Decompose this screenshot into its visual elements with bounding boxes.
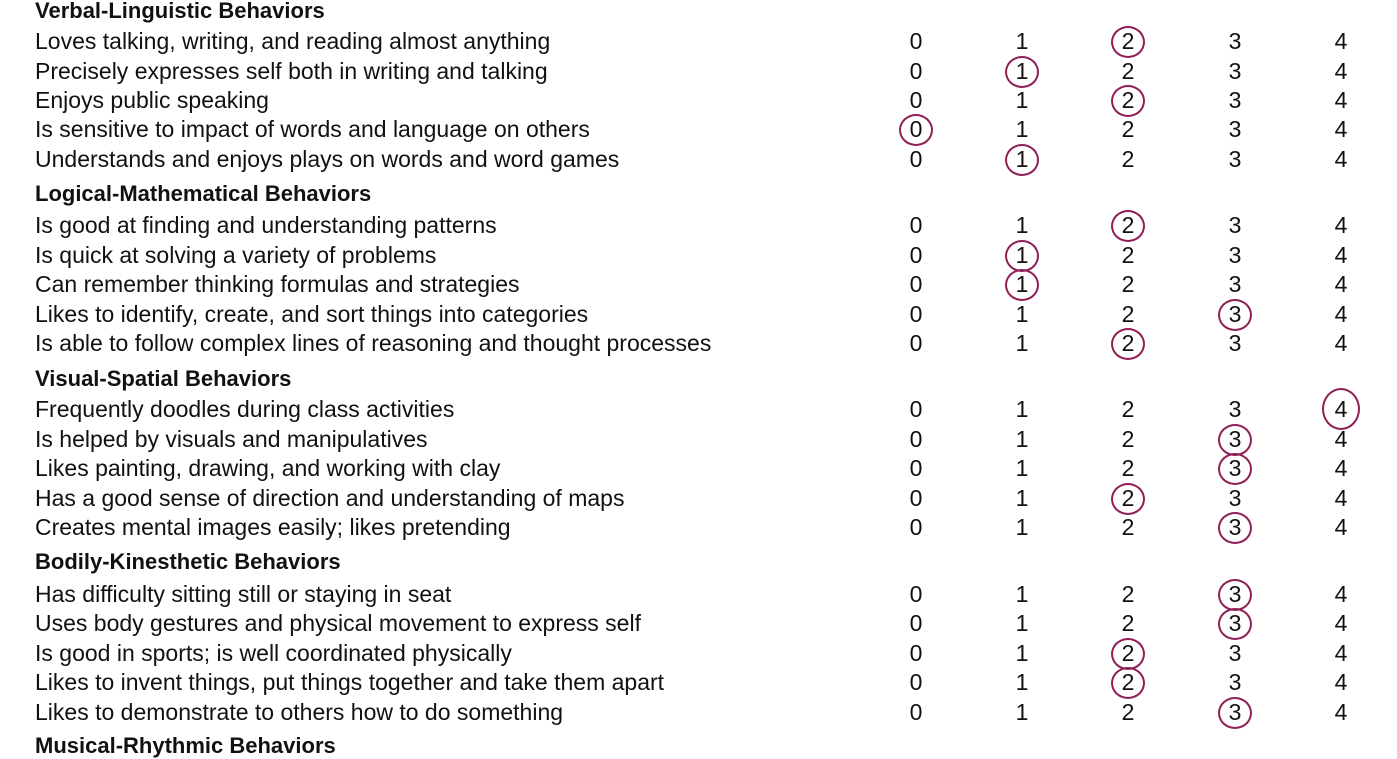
rating-option-4[interactable]: 4 <box>1334 242 1348 268</box>
selected-rating-circle <box>1111 26 1145 58</box>
selected-rating-circle <box>1111 328 1145 360</box>
rating-option-1[interactable]: 1 <box>1015 116 1029 142</box>
rating-option-4[interactable]: 4 <box>1334 514 1348 540</box>
rating-option-0[interactable]: 0 <box>909 610 923 636</box>
rating-option-1[interactable]: 1 <box>1004 57 1040 86</box>
behavior-label: Is good at finding and understanding patterns <box>35 212 497 238</box>
rating-option-0[interactable]: 0 <box>909 581 923 607</box>
rating-option-1[interactable]: 1 <box>1015 514 1029 540</box>
rating-option-2[interactable]: 2 <box>1110 211 1146 240</box>
rating-option-0[interactable]: 0 <box>909 640 923 666</box>
rating-option-0[interactable]: 0 <box>909 146 923 172</box>
selected-rating-circle <box>899 114 933 146</box>
section-title: Verbal-Linguistic Behaviors <box>35 0 325 23</box>
behavior-label: Likes painting, drawing, and working with clay <box>35 455 501 481</box>
rating-option-3[interactable]: 3 <box>1217 609 1253 638</box>
rating-option-1[interactable]: 1 <box>1015 610 1029 636</box>
rating-option-0[interactable]: 0 <box>909 28 923 54</box>
rating-option-4[interactable]: 4 <box>1334 330 1348 356</box>
rating-option-1[interactable]: 1 <box>1015 301 1029 327</box>
rating-row <box>0 609 1397 638</box>
selected-rating-circle <box>1218 453 1252 485</box>
selected-rating-circle <box>1111 483 1145 515</box>
rating-option-1[interactable]: 1 <box>1004 241 1040 270</box>
rating-option-3[interactable]: 3 <box>1217 425 1253 454</box>
behavior-label: Understands and enjoys plays on words and word games <box>35 146 620 172</box>
rating-option-2[interactable]: 2 <box>1121 699 1135 725</box>
rating-option-1[interactable]: 1 <box>1015 485 1029 511</box>
rating-option-3[interactable]: 3 <box>1228 28 1242 54</box>
rating-option-0[interactable]: 0 <box>909 426 923 452</box>
rating-row <box>0 115 1397 144</box>
rating-option-3[interactable]: 3 <box>1228 116 1242 142</box>
rating-option-0[interactable]: 0 <box>909 669 923 695</box>
rating-option-4[interactable]: 4 <box>1334 426 1348 452</box>
rating-option-1[interactable]: 1 <box>1004 270 1040 299</box>
behavior-label: Precisely expresses self both in writing and talking <box>35 58 548 84</box>
rating-option-3[interactable]: 3 <box>1217 698 1253 727</box>
rating-option-1[interactable]: 1 <box>1015 669 1029 695</box>
selected-rating-circle <box>1218 579 1252 611</box>
behavior-label: Is helped by visuals and manipulatives <box>35 426 428 452</box>
rating-option-2[interactable]: 2 <box>1121 426 1135 452</box>
rating-option-0[interactable]: 0 <box>909 58 923 84</box>
rating-option-0[interactable]: 0 <box>909 514 923 540</box>
section-title: Logical-Mathematical Behaviors <box>35 181 372 206</box>
rating-option-0[interactable]: 0 <box>909 699 923 725</box>
selected-rating-circle <box>1218 299 1252 331</box>
rating-option-4[interactable]: 4 <box>1334 301 1348 327</box>
rating-row <box>0 300 1397 329</box>
behavior-label: Is sensitive to impact of words and language on others <box>35 116 590 142</box>
behavior-label: Has difficulty sitting still or staying in seat <box>35 581 452 607</box>
rating-option-4[interactable]: 4 <box>1334 146 1348 172</box>
selected-rating-circle <box>1218 424 1252 456</box>
rating-option-1[interactable]: 1 <box>1015 330 1029 356</box>
rating-option-4[interactable]: 4 <box>1334 116 1348 142</box>
rating-option-1[interactable]: 1 <box>1015 87 1029 113</box>
selected-rating-circle <box>1111 85 1145 117</box>
behavior-label: Is quick at solving a variety of problems <box>35 242 437 268</box>
rating-row <box>0 698 1397 727</box>
rating-option-3[interactable]: 3 <box>1228 669 1242 695</box>
rating-option-1[interactable]: 1 <box>1015 699 1029 725</box>
rating-row <box>0 27 1397 56</box>
rating-option-3[interactable]: 3 <box>1228 271 1242 297</box>
rating-option-3[interactable]: 3 <box>1228 640 1242 666</box>
rating-option-4[interactable]: 4 <box>1334 28 1348 54</box>
rating-option-2[interactable]: 2 <box>1110 639 1146 668</box>
rating-option-1[interactable]: 1 <box>1015 426 1029 452</box>
rating-option-4[interactable]: 4 <box>1334 58 1348 84</box>
rating-row <box>0 145 1397 174</box>
rating-row <box>0 580 1397 609</box>
rating-option-4[interactable]: 4 <box>1323 395 1359 424</box>
rating-option-4[interactable]: 4 <box>1334 610 1348 636</box>
behavior-label: Enjoys public speaking <box>35 87 269 113</box>
rating-option-0[interactable]: 0 <box>909 485 923 511</box>
rating-option-2[interactable]: 2 <box>1121 271 1135 297</box>
rating-option-4[interactable]: 4 <box>1334 699 1348 725</box>
rating-row <box>0 86 1397 115</box>
rating-option-2[interactable]: 2 <box>1110 27 1146 56</box>
selected-rating-circle <box>1111 638 1145 670</box>
rating-option-1[interactable]: 1 <box>1015 581 1029 607</box>
rating-row <box>0 668 1397 697</box>
rating-row <box>0 484 1397 513</box>
behavior-label: Likes to identify, create, and sort things into categories <box>35 301 589 327</box>
rating-option-3[interactable]: 3 <box>1217 513 1253 542</box>
selected-rating-circle <box>1005 144 1039 176</box>
rating-option-2[interactable]: 2 <box>1110 668 1146 697</box>
behavior-label: Loves talking, writing, and reading almost anything <box>35 28 551 54</box>
behavior-label: Creates mental images easily; likes pretending <box>35 514 511 540</box>
behavior-label: Has a good sense of direction and understanding of maps <box>35 485 625 511</box>
rating-option-4[interactable]: 4 <box>1334 271 1348 297</box>
rating-option-0[interactable]: 0 <box>909 212 923 238</box>
selected-rating-circle <box>1111 667 1145 699</box>
rating-option-0[interactable]: 0 <box>909 330 923 356</box>
rating-row <box>0 513 1397 542</box>
rating-option-2[interactable]: 2 <box>1110 86 1146 115</box>
selected-rating-circle <box>1111 210 1145 242</box>
rating-option-2[interactable]: 2 <box>1121 116 1135 142</box>
rating-option-0[interactable]: 0 <box>909 87 923 113</box>
behavior-label: Uses body gestures and physical movement to express self <box>35 610 641 636</box>
selected-rating-circle <box>1005 240 1039 272</box>
rating-option-3[interactable]: 3 <box>1217 300 1253 329</box>
rating-row <box>0 211 1397 240</box>
selected-rating-circle <box>1218 512 1252 544</box>
rating-row <box>0 270 1397 299</box>
rating-option-2[interactable]: 2 <box>1121 581 1135 607</box>
rating-option-3[interactable]: 3 <box>1228 212 1242 238</box>
rating-option-2[interactable]: 2 <box>1121 58 1135 84</box>
rating-row <box>0 639 1397 668</box>
rating-option-4[interactable]: 4 <box>1334 640 1348 666</box>
rating-row <box>0 241 1397 270</box>
rating-option-0[interactable]: 0 <box>909 271 923 297</box>
rating-option-3[interactable]: 3 <box>1217 454 1253 483</box>
rating-option-2[interactable]: 2 <box>1110 484 1146 513</box>
rating-option-4[interactable]: 4 <box>1334 212 1348 238</box>
selected-rating-circle <box>1322 388 1360 430</box>
rating-row <box>0 395 1397 424</box>
rating-option-3[interactable]: 3 <box>1228 396 1242 422</box>
rating-option-1[interactable]: 1 <box>1015 396 1029 422</box>
behavior-label: Likes to invent things, put things together and take them apart <box>35 669 665 695</box>
rating-option-2[interactable]: 2 <box>1121 514 1135 540</box>
rating-option-1[interactable]: 1 <box>1015 455 1029 481</box>
rating-option-1[interactable]: 1 <box>1015 212 1029 238</box>
rating-option-4[interactable]: 4 <box>1334 669 1348 695</box>
selected-rating-circle <box>1218 697 1252 729</box>
rating-option-0[interactable]: 0 <box>909 396 923 422</box>
rating-option-3[interactable]: 3 <box>1228 146 1242 172</box>
behavior-label: Is able to follow complex lines of reasoning and thought processes <box>35 330 712 356</box>
rating-option-3[interactable]: 3 <box>1228 330 1242 356</box>
rating-option-4[interactable]: 4 <box>1334 455 1348 481</box>
rating-option-2[interactable]: 2 <box>1121 242 1135 268</box>
rating-option-3[interactable]: 3 <box>1217 580 1253 609</box>
rating-row <box>0 425 1397 454</box>
rating-option-1[interactable]: 1 <box>1015 28 1029 54</box>
rating-option-0[interactable]: 0 <box>909 455 923 481</box>
rating-option-4[interactable]: 4 <box>1334 87 1348 113</box>
rating-option-2[interactable]: 2 <box>1121 301 1135 327</box>
rating-option-4[interactable]: 4 <box>1334 485 1348 511</box>
selected-rating-circle <box>1218 608 1252 640</box>
rating-option-2[interactable]: 2 <box>1121 455 1135 481</box>
rating-option-1[interactable]: 1 <box>1004 145 1040 174</box>
rating-option-2[interactable]: 2 <box>1121 396 1135 422</box>
rating-option-0[interactable]: 0 <box>898 115 934 144</box>
section-title: Bodily-Kinesthetic Behaviors <box>35 549 341 574</box>
rating-option-3[interactable]: 3 <box>1228 87 1242 113</box>
selected-rating-circle <box>1005 269 1039 301</box>
rating-option-3[interactable]: 3 <box>1228 485 1242 511</box>
rating-row <box>0 329 1397 358</box>
rating-option-2[interactable]: 2 <box>1121 610 1135 636</box>
rating-option-3[interactable]: 3 <box>1228 58 1242 84</box>
rating-row <box>0 57 1397 86</box>
rating-option-0[interactable]: 0 <box>909 242 923 268</box>
rating-option-4[interactable]: 4 <box>1334 581 1348 607</box>
behavior-label: Can remember thinking formulas and strategies <box>35 271 520 297</box>
rating-option-3[interactable]: 3 <box>1228 242 1242 268</box>
section-title: Visual-Spatial Behaviors <box>35 366 292 391</box>
rating-option-1[interactable]: 1 <box>1015 640 1029 666</box>
behavior-label: Frequently doodles during class activities <box>35 396 455 422</box>
section-title: Musical-Rhythmic Behaviors <box>35 733 336 758</box>
behavior-label: Is good in sports; is well coordinated physically <box>35 640 512 666</box>
rating-option-2[interactable]: 2 <box>1121 146 1135 172</box>
behavior-label: Likes to demonstrate to others how to do something <box>35 699 564 725</box>
selected-rating-circle <box>1005 56 1039 88</box>
rating-option-2[interactable]: 2 <box>1110 329 1146 358</box>
rating-option-0[interactable]: 0 <box>909 301 923 327</box>
rating-row <box>0 454 1397 483</box>
